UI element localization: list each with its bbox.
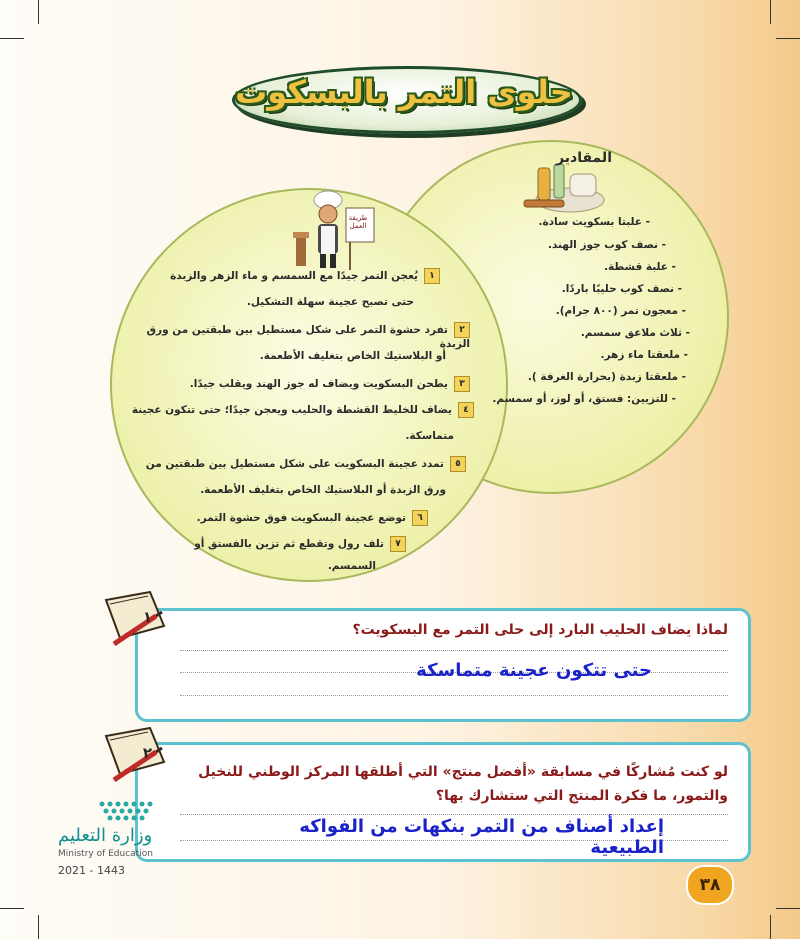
step-number: ٥	[450, 456, 466, 472]
ingredient-item: - نصف كوب حليبًا باردًا.	[561, 283, 682, 295]
crop-mark	[776, 38, 800, 39]
step-4	[118, 402, 474, 418]
page-number: ٣٨	[686, 865, 734, 905]
step-number: ٢	[454, 322, 470, 338]
crop-mark	[776, 908, 800, 909]
answer-line	[180, 695, 728, 696]
ingredient-item: - ملعقتا زبدة (بحرارة الغرفة ).	[527, 371, 686, 383]
chef-icon	[290, 190, 382, 272]
ministry-logo-icon	[96, 798, 160, 822]
ministry-name-ar: وزارة التعليم	[58, 825, 153, 846]
step-number: ٤	[458, 402, 474, 418]
answer-2[interactable]: إعداد أصناف من التمر بنكهات من الفواكه الطبيعية	[299, 816, 664, 858]
step-6	[190, 510, 428, 526]
crop-mark	[0, 38, 24, 39]
step-number: ١	[424, 268, 440, 284]
crop-mark	[770, 915, 771, 939]
ingredient-item: - علبتا بسكويت سادة.	[538, 216, 650, 228]
question-1-text: لماذا يضاف الحليب البارد إلى حلى التمر مع البسكويت؟	[352, 622, 728, 638]
step-3	[150, 376, 470, 392]
ingredient-item: - معجون تمر (٨٠٠ جرام).	[555, 305, 686, 317]
ingredients-heading: المقادير	[556, 150, 612, 166]
step-text: توضع عجينة البسكويت فوق حشوة التمر.	[196, 512, 406, 524]
step-1-cont: حتى تصبح عجينة سهلة التشكيل.	[246, 296, 414, 308]
question-2-text: لو كنت مُشاركًا في مسابقة «أفضل منتج» التي أطلقها المركز الوطني للنخيل	[198, 764, 728, 780]
crop-mark	[0, 908, 24, 909]
step-text: يُعجن التمر جيدًا مع السمسم و ماء الزهر والزبدة	[170, 270, 418, 282]
crop-mark	[38, 915, 39, 939]
step-1	[150, 268, 440, 284]
step-text: تمدد عجينة البسكويت على شكل مستطيل بين طبقتين من	[145, 458, 444, 470]
ingredient-item: - ملعقتا ماء زهر.	[600, 349, 688, 361]
ingredient-item: - ثلاث ملاعق سمسم.	[580, 327, 690, 339]
notebook-pencil-icon	[100, 722, 174, 784]
edition-year: 2021 - 1443	[58, 864, 125, 877]
step-text: تفرد حشوة التمر على شكل مستطيل بين طبقتين من ورق الزبدة	[146, 324, 470, 350]
question-number: ٢	[142, 744, 152, 762]
step-2	[118, 322, 470, 350]
step-number: ٦	[412, 510, 428, 526]
step-5-cont: ورق الزبدة أو البلاستيك الخاص بتغليف الأطعمة.	[200, 484, 446, 496]
step-7-cont: السمسم.	[327, 560, 376, 572]
kitchen-utensils-icon	[520, 160, 610, 218]
step-text: تلف رول وتقطع ثم تزين بالفستق أو	[194, 538, 384, 550]
crop-mark	[38, 0, 39, 24]
step-7	[190, 536, 406, 552]
page-title: حلوى التمر بالبسكوت	[235, 73, 573, 111]
step-text: يضاف للخليط القشطة والحليب ويعجن جيدًا؛ حتى تتكون عجينة	[131, 404, 452, 416]
answer-line	[180, 814, 728, 815]
step-4-cont: متماسكة.	[405, 430, 454, 442]
step-5	[140, 456, 466, 472]
method-sign: طريقة العمل	[348, 214, 368, 230]
step-number: ٣	[454, 376, 470, 392]
notebook-pencil-icon	[100, 586, 174, 648]
step-2-cont: أو البلاستيك الخاص بتغليف الأطعمة.	[259, 350, 446, 362]
ingredient-item: - للتزيين: فستق، أو لوز، أو سمسم.	[492, 393, 676, 405]
answer-1[interactable]: حتى تتكون عجينة متماسكة	[416, 660, 652, 681]
answer-line	[180, 650, 728, 651]
crop-mark	[770, 0, 771, 24]
ministry-name-en: Ministry of Education	[58, 849, 153, 859]
ingredient-item: - نصف كوب جوز الهند.	[547, 239, 666, 251]
ingredient-item: - علبة قشطة.	[604, 261, 676, 273]
question-2-text-cont: والتمور، ما فكرة المنتج التي ستشارك بها؟	[435, 788, 728, 804]
step-number: ٧	[390, 536, 406, 552]
step-text: يطحن البسكويت ويضاف له جوز الهند ويقلب جيدًا.	[189, 378, 448, 390]
question-number: ١	[142, 608, 152, 626]
